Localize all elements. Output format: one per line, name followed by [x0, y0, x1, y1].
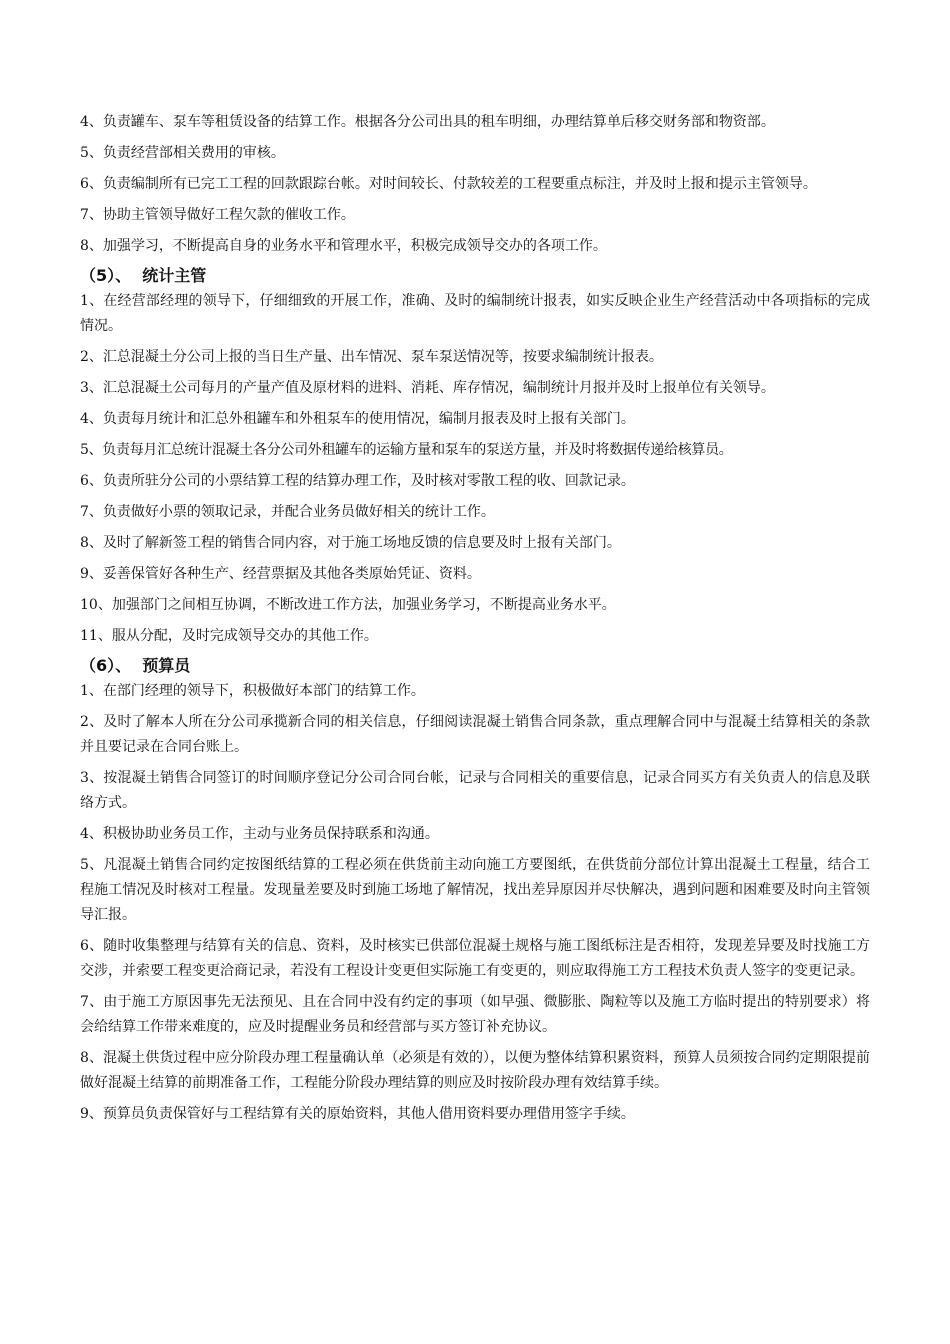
paragraph: 10、加强部门之间相互协调，不断改进工作方法，加强业务学习，不断提高业务水平。	[80, 597, 616, 613]
section-heading-statistics-supervisor: （5）、 统计主管	[80, 266, 207, 285]
paragraph: 6、随时收集整理与结算有关的信息、资料，及时核实已供部位混凝土规格与施工图纸标注是否相符，发现差异要及时找施工方交涉，并索要工程变更洽商记录，若没有工程设计变更但实际施工有变更的，则应取得施工方工程技术负责人签字的变更记录。	[80, 938, 870, 979]
paragraph: 4、积极协助业务员工作，主动与业务员保持联系和沟通。	[80, 826, 439, 842]
paragraph: 3、按混凝土销售合同签订的时间顺序登记分公司合同台帐，记录与合同相关的重要信息，记录合同买方有关负责人的信息及联络方式。	[80, 770, 870, 811]
section-heading-budget-officer: （6）、 预算员	[80, 656, 191, 675]
paragraph: 3、汇总混凝土公司每月的产量产值及原材料的进料、消耗、库存情况，编制统计月报并及时上报单位有关领导。	[80, 380, 775, 396]
paragraph: 7、协助主管领导做好工程欠款的催收工作。	[80, 207, 355, 223]
paragraph: 1、在经营部经理的领导下，仔细细致的开展工作，准确、及时的编制统计报表，如实反映企业生产经营活动中各项指标的完成情况。	[80, 293, 870, 334]
paragraph: 5、凡混凝土销售合同约定按图纸结算的工程必须在供货前主动向施工方要图纸，在供货前分部位计算出混凝土工程量，结合工程施工情况及时核对工程量。发现量差要及时到施工场地了解情况，找出差异原因并尽快解决，遇到问题和困难要及时向主管领导汇报。	[80, 857, 870, 923]
paragraph: 2、汇总混凝土分公司上报的当日生产量、出车情况、泵车泵送情况等，按要求编制统计报表。	[80, 349, 663, 365]
paragraph: 8、混凝土供货过程中应分阶段办理工程量确认单（必须是有效的），以便为整体结算积累资料，预算人员须按合同约定期限提前做好混凝土结算的前期准备工作，工程能分阶段办理结算的则应及时按阶段办理有效结算手续。	[80, 1050, 870, 1091]
paragraph: 5、负责经营部相关费用的审核。	[80, 145, 285, 161]
paragraph: 9、预算员负责保管好与工程结算有关的原始资料，其他人借用资料要办理借用签字手续。	[80, 1106, 635, 1122]
document-page	[80, 110, 870, 1133]
paragraph: 11、服从分配，及时完成领导交办的其他工作。	[80, 628, 378, 644]
paragraph: 9、妥善保管好各种生产、经营票据及其他各类原始凭证、资料。	[80, 566, 481, 582]
paragraph: 7、由于施工方原因事先无法预见、且在合同中没有约定的事项（如早强、微膨胀、陶粒等以及施工方临时提出的特别要求）将会给结算工作带来难度的，应及时提醒业务员和经营部与买方签订补充协议。	[80, 994, 870, 1035]
paragraph: 5、负责每月汇总统计混凝土各分公司外租罐车的运输方量和泵车的泵送方量，并及时将数据传递给核算员。	[80, 442, 733, 458]
paragraph: 1、在部门经理的领导下，积极做好本部门的结算工作。	[80, 683, 425, 699]
paragraph: 7、负责做好小票的领取记录，并配合业务员做好相关的统计工作。	[80, 504, 495, 520]
paragraph: 6、负责所驻分公司的小票结算工程的结算办理工作，及时核对零散工程的收、回款记录。	[80, 473, 635, 489]
paragraph: 4、负责每月统计和汇总外租罐车和外租泵车的使用情况，编制月报表及时上报有关部门。	[80, 411, 635, 427]
paragraph: 8、加强学习，不断提高自身的业务水平和管理水平，积极完成领导交办的各项工作。	[80, 238, 607, 254]
paragraph: 2、及时了解本人所在分公司承揽新合同的相关信息，仔细阅读混凝土销售合同条款，重点理解合同中与混凝土结算相关的条款并且要记录在合同台账上。	[80, 714, 870, 755]
paragraph: 6、负责编制所有已完工工程的回款跟踪台帐。对时间较长、付款较差的工程要重点标注，并及时上报和提示主管领导。	[80, 176, 817, 192]
paragraph: 4、负责罐车、泵车等租赁设备的结算工作。根据各分公司出具的租车明细，办理结算单后移交财务部和物资部。	[80, 114, 775, 130]
paragraph: 8、及时了解新签工程的销售合同内容，对于施工场地反馈的信息要及时上报有关部门。	[80, 535, 621, 551]
